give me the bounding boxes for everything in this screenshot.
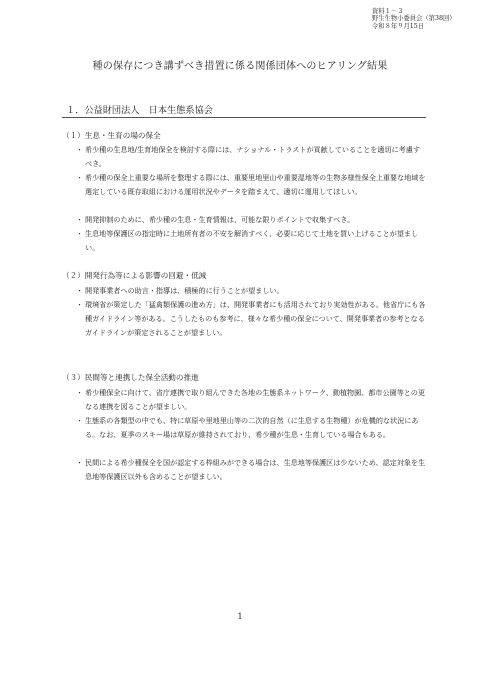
- subsection-heading: （２）開発行為等による影響の回避・低減: [62, 271, 207, 280]
- bullet-marker: ・: [76, 215, 84, 224]
- list-item-text: 開発抑制のために、希少種の生息・生育情報は、可能な限りポイントで収集すべき。: [85, 215, 355, 224]
- page-number: 1: [237, 612, 243, 621]
- list-item-text: 希少種保全に向けて、省庁連携で取り組んできた各地の生態系ネットワーク、動植物園、都市公園等との更なる連携を図ることが望ましい。: [85, 388, 426, 411]
- list-item: [76, 213, 426, 227]
- section-divider: [62, 117, 426, 118]
- bullet-marker: ・: [76, 300, 84, 309]
- list-item-text: 希少種の保全上重要な場所を整理する際には、重要里地里山や重要湿地等の生物多様性保全上重要な地域を選定している既存取組における運用状況やデータを踏まえて、適切に運用してほしい。: [85, 173, 426, 196]
- list-item-text: 生息地等保護区の指定時に土地所有者の不安を解消すべく、必要に応じて土地を買い上げることが望ましい。: [85, 229, 419, 252]
- bullet-marker: ・: [76, 286, 84, 295]
- list-item-text: 希少種の生息地/生育地保全を検討する際には、ナショナル・トラストが貢献していることを適切に考慮すべき。: [85, 145, 420, 168]
- list-item-text: 環境省が策定した「猛禽類保護の進め方」は、開発事業者にも活用されており実効性がある。他省庁にも各種ガイドライン等がある。こうしたものも参考に、様々な希少種の保全について、開発事業者の参考となるガイドラインが策定されることが望ましい。: [85, 300, 426, 337]
- document-reference: 資料１－３: [372, 8, 404, 15]
- bullet-marker: ・: [76, 388, 84, 397]
- list-item-text: 民間による希少種保全を国が認定する枠組みができる場合は、生息地等保護区は少ないため、認定対象を生息地等保護区以外も含めることが望ましい。: [85, 458, 426, 481]
- list-item: [76, 298, 426, 339]
- list-item: [76, 227, 426, 255]
- subsection-heading: （３）民間等と連携した保全活動の推進: [62, 373, 199, 382]
- bullet-marker: ・: [76, 173, 84, 182]
- list-item-text: 生態系の各類型の中でも、特に草原や里地里山等の二次的自然（に生息する生物種）が危機的な状況にある。なお、夏季のスキー場は草原が維持されており、希少種が生息・生育している場合もある。: [85, 416, 419, 439]
- list-item: [76, 414, 426, 442]
- bullet-marker: ・: [76, 416, 84, 425]
- subsection-heading: （１）生息・生育の場の保全: [62, 131, 161, 140]
- document-reference-block: [372, 8, 456, 30]
- bullet-marker: ・: [76, 458, 84, 467]
- list-item: [76, 456, 426, 484]
- bullet-marker: ・: [76, 229, 84, 238]
- page-title: 種の保存につき講ずべき措置に係る関係団体へのヒアリング結果: [92, 61, 388, 72]
- meeting-date: 令和８年９月15日: [372, 22, 425, 30]
- section-heading: １．公益財団法人 日本生態系協会: [66, 105, 213, 116]
- list-item: [76, 143, 426, 171]
- committee-name: 野生生物小委員会（第38回）: [372, 15, 456, 23]
- list-item: [76, 386, 426, 414]
- bullet-marker: ・: [76, 145, 84, 154]
- list-item: [76, 284, 426, 298]
- list-item: [76, 171, 426, 199]
- list-item-text: 開発事業者への助言・指導は、積極的に行うことが望ましい。: [85, 286, 284, 295]
